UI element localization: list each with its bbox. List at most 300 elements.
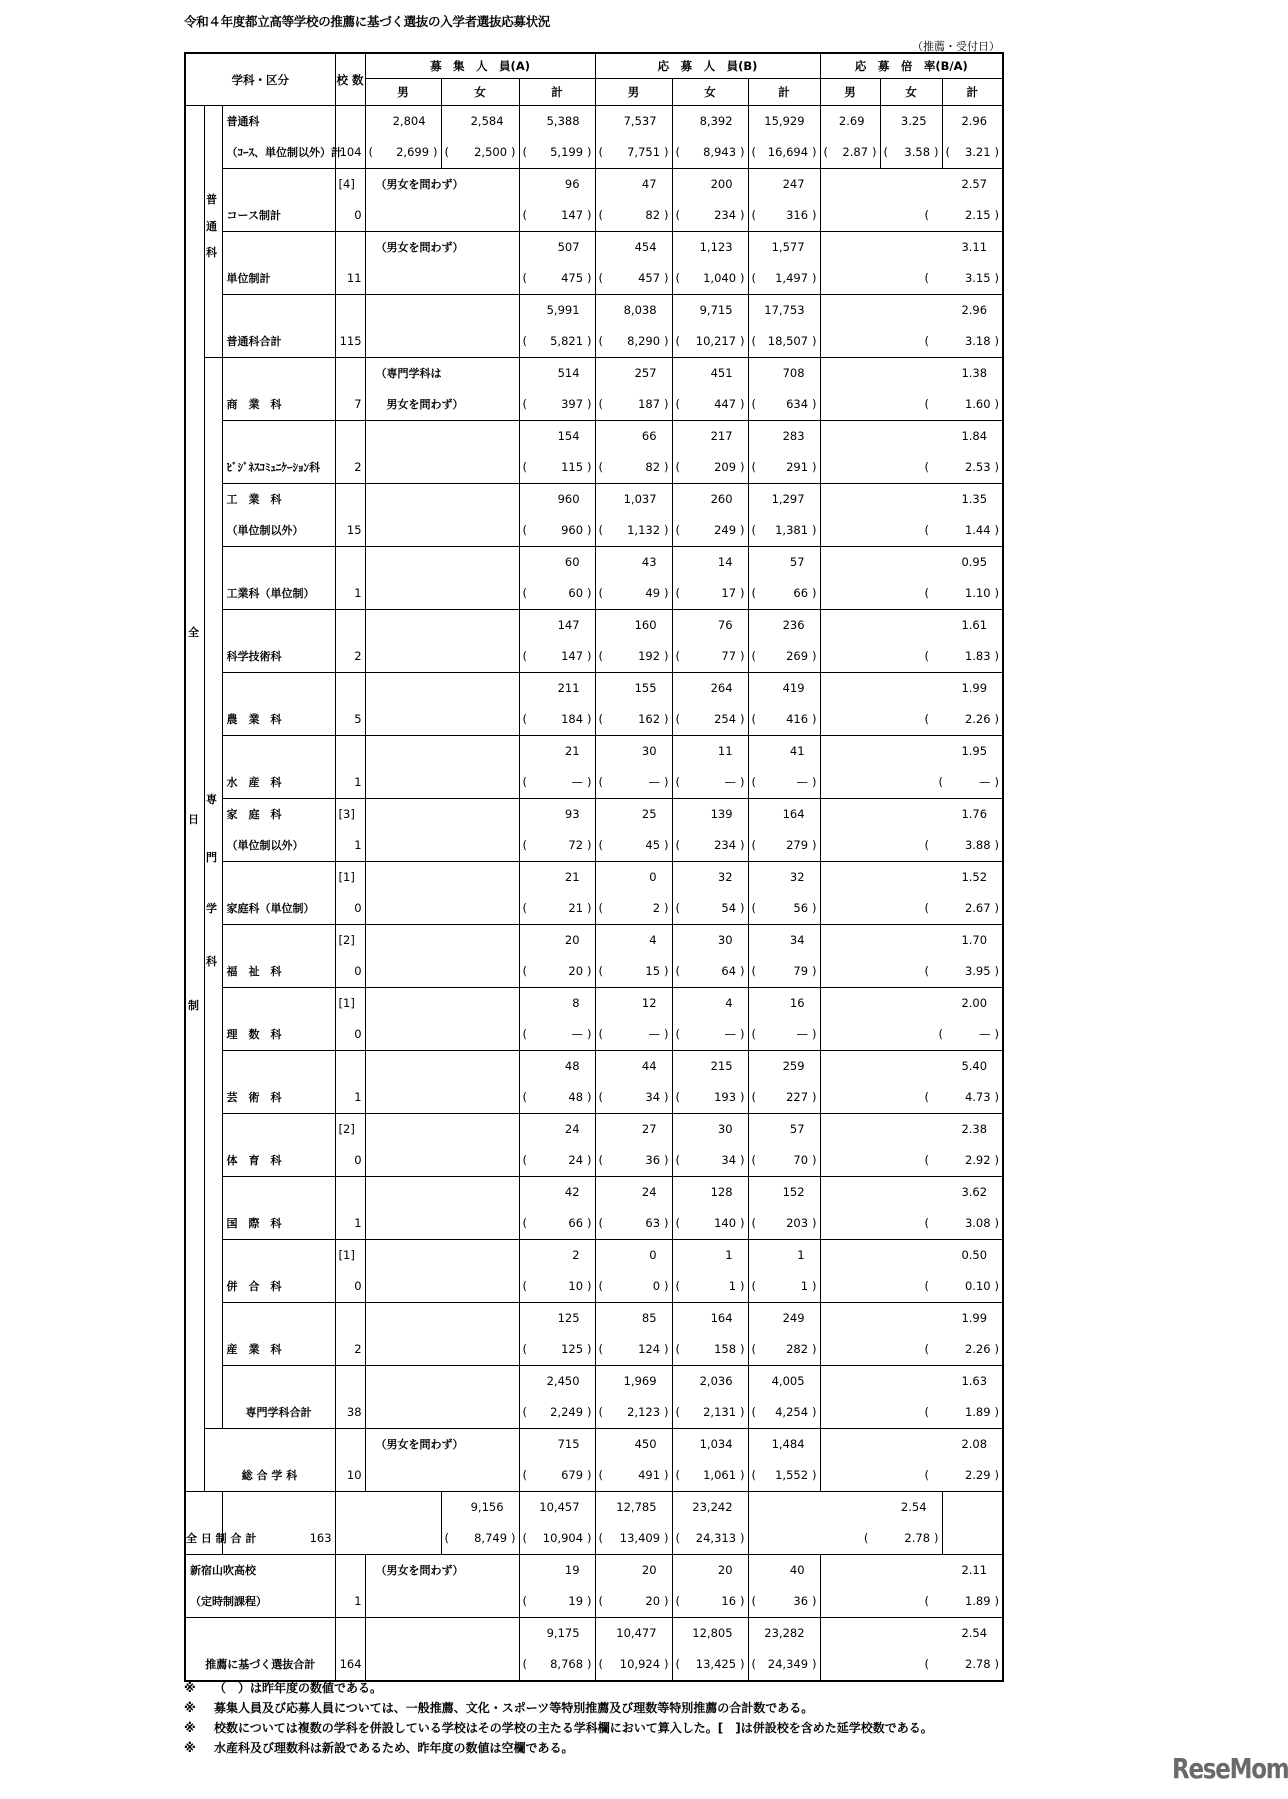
- school-count-cell: [335, 547, 365, 610]
- apply-m-cell: [595, 232, 672, 295]
- open-paren: (: [924, 397, 929, 411]
- ratio-t-cell: [942, 106, 1003, 169]
- apply-f-current: 12,805: [692, 1626, 733, 1640]
- apply-m-previous-value: 82: [645, 208, 661, 222]
- apply-m-cell: [595, 673, 672, 736]
- close-paren: ): [740, 523, 745, 537]
- recruit-total-cell: [519, 547, 595, 610]
- apply-m-current: 44: [641, 1059, 657, 1073]
- recruit-note-cell: [365, 484, 519, 547]
- ratio-total-current: 2.08: [961, 1437, 988, 1451]
- table-row: [185, 106, 1003, 169]
- open-paren: (: [675, 1342, 681, 1356]
- open-paren: (: [863, 1531, 869, 1545]
- recruit-total-cell: [519, 295, 595, 358]
- recruit-t-previous-value: 5,199: [550, 145, 584, 159]
- document-subtitle: （推薦・受付日）: [912, 40, 1000, 53]
- recruit-total-current: 211: [557, 681, 580, 695]
- recruit-note-cell: [365, 1303, 519, 1366]
- apply-m-previous: [596, 578, 672, 609]
- recruit-total-cell: [519, 1177, 595, 1240]
- open-paren: (: [823, 145, 829, 159]
- ratio-total-current: 1.99: [961, 681, 988, 695]
- apply-m-current: 8,038: [623, 303, 657, 317]
- close-paren: ): [587, 775, 592, 789]
- recruit-total-cell: [519, 1555, 595, 1618]
- school-count-cell: [335, 1429, 365, 1492]
- recruit-total-cell: [519, 169, 595, 232]
- close-paren: ): [812, 649, 817, 663]
- open-paren: (: [751, 1342, 757, 1356]
- resemom-logo: ReseMom: [1172, 1752, 1288, 1785]
- apply-t-current: 1,484: [771, 1437, 805, 1451]
- open-paren: (: [522, 1657, 528, 1671]
- close-paren: ): [664, 271, 669, 285]
- ratio-total-current: 2.00: [961, 996, 988, 1010]
- apply-f-previous: [673, 830, 748, 861]
- apply-m-current: 155: [634, 681, 657, 695]
- apply-m-previous: [596, 767, 672, 798]
- recruit-note-cell: [365, 862, 519, 925]
- table-row: [185, 610, 1003, 673]
- open-paren: (: [751, 271, 757, 285]
- recruit-note-cell: [365, 1051, 519, 1114]
- close-paren: ): [740, 460, 745, 474]
- apply-m-current: 160: [634, 618, 657, 632]
- recruit-note-line1: [366, 547, 519, 578]
- close-paren: ): [587, 1594, 592, 1608]
- recruit-note-cell: [365, 1177, 519, 1240]
- apply-t-previous: [749, 1649, 820, 1680]
- apply-f-previous: [673, 1334, 748, 1365]
- recruit-note-line2: [366, 1586, 519, 1617]
- table-row: [185, 547, 1003, 610]
- ratio-f-previous-value: 3.58: [904, 145, 931, 159]
- apply-t-previous-value: 24,349: [767, 1657, 809, 1671]
- close-paren: ): [994, 334, 1000, 348]
- close-paren: ): [664, 1279, 669, 1293]
- ratio-total-current: 1.84: [961, 429, 988, 443]
- apply-t-cell: [672, 1492, 748, 1555]
- ratio-total-current: 1.38: [961, 366, 988, 380]
- school-count-extended: [2]: [338, 933, 355, 947]
- open-paren: (: [751, 1216, 757, 1230]
- recruit-note-cell: [335, 1492, 441, 1555]
- apply-m-previous: [520, 1523, 595, 1554]
- ratio-total-previous: [821, 1082, 1003, 1113]
- open-paren: (: [522, 649, 528, 663]
- table-row: [185, 1555, 1003, 1618]
- apply-t-previous: [749, 263, 820, 294]
- apply-m-cell: [595, 1240, 672, 1303]
- recruit-note-cell: [365, 1429, 519, 1492]
- open-paren: (: [522, 523, 528, 537]
- school-count: 0: [354, 1027, 362, 1041]
- close-paren: ): [812, 964, 817, 978]
- open-paren: (: [675, 1468, 681, 1482]
- apply-t-current: 17,753: [764, 303, 805, 317]
- recruit-note-cell: [365, 673, 519, 736]
- row-name-line1: [223, 421, 335, 452]
- school-count-extended: [1]: [338, 1248, 355, 1262]
- apply-t-previous: [749, 1208, 820, 1239]
- open-paren: (: [598, 1468, 604, 1482]
- close-paren: ): [812, 145, 817, 159]
- apply-f-previous: [673, 956, 748, 987]
- ratio-total-previous-value: 2.67: [964, 901, 991, 915]
- apply-m-previous: [596, 515, 672, 546]
- apply-m-cell: [595, 295, 672, 358]
- apply-m-cell: [595, 1618, 672, 1682]
- open-paren: (: [924, 1090, 929, 1104]
- apply-m-previous-value: —: [648, 775, 661, 789]
- apply-t-previous: [749, 326, 820, 357]
- recruit-total-current: 96: [564, 177, 580, 191]
- apply-t-previous: [749, 452, 820, 483]
- recruit-total-previous-value: 147: [561, 208, 584, 222]
- apply-t-previous: [749, 1334, 820, 1365]
- open-paren: (: [924, 1153, 929, 1167]
- open-paren: (: [522, 397, 528, 411]
- open-paren: (: [522, 145, 528, 159]
- apply-m-previous-value: —: [648, 1027, 661, 1041]
- ratio-total-cell: [820, 736, 1003, 799]
- recruit-note-line2: [366, 1145, 519, 1176]
- apply-t-cell: [748, 925, 820, 988]
- recruit-total-cell: [519, 1303, 595, 1366]
- apply-t-previous: [749, 1271, 820, 1302]
- ratio-total-cell: [820, 610, 1003, 673]
- table-row: [185, 736, 1003, 799]
- row-name-line1: [223, 673, 335, 704]
- school-count-cell: [335, 1177, 365, 1240]
- apply-t-current: 40: [789, 1563, 805, 1577]
- close-paren: ): [664, 1342, 669, 1356]
- label-senmon-char: 学: [206, 902, 217, 915]
- apply-f-previous-value: 13,409: [619, 1531, 661, 1545]
- ratio-total-cell: [820, 1618, 1003, 1682]
- recruit-note-line2: [366, 830, 519, 861]
- ratio-total-cell: [820, 358, 1003, 421]
- recruit-t-cell: [519, 106, 595, 169]
- ratio-total-previous-value: 3.15: [964, 271, 991, 285]
- school-count: 1: [354, 1216, 362, 1230]
- open-paren: (: [751, 523, 757, 537]
- apply-t-current: 247: [782, 177, 805, 191]
- apply-f-cell: [672, 547, 748, 610]
- apply-t-previous-value: —: [796, 775, 809, 789]
- open-paren: (: [522, 901, 528, 915]
- close-paren: ): [587, 1342, 592, 1356]
- close-paren: ): [587, 586, 592, 600]
- header-male: 男: [365, 79, 441, 106]
- close-paren: ): [740, 838, 745, 852]
- open-paren: (: [522, 1027, 528, 1041]
- open-paren: (: [675, 1531, 681, 1545]
- apply-f-cell: [672, 484, 748, 547]
- close-paren: ): [587, 1279, 592, 1293]
- school-count: 104: [339, 145, 362, 159]
- table-row: [185, 988, 1003, 1051]
- apply-f-cell: [595, 1492, 672, 1555]
- apply-m-previous-value: 36: [645, 1153, 661, 1167]
- ratio-total-previous-value: 1.89: [964, 1594, 991, 1608]
- row-name-cell: [222, 988, 335, 1051]
- label-senmon-char: 科: [206, 955, 217, 968]
- ratio-total-current: 1.61: [961, 618, 988, 632]
- ratio-total-previous-value: 3.08: [964, 1216, 991, 1230]
- open-paren: (: [924, 649, 929, 663]
- close-paren: ): [994, 964, 1000, 978]
- close-paren: ): [587, 208, 592, 222]
- label-futsu-char: 通: [206, 220, 217, 233]
- apply-m-previous: [596, 704, 672, 735]
- apply-t-cell: [748, 106, 820, 169]
- open-paren: (: [598, 397, 604, 411]
- school-count-cell: [335, 1303, 365, 1366]
- apply-f-previous: [673, 1271, 748, 1302]
- open-paren: (: [598, 964, 604, 978]
- row-name-line1: [223, 988, 335, 1019]
- apply-f-current: 30: [717, 933, 733, 947]
- recruit-total-previous: [520, 1460, 595, 1491]
- recruit-note-line2: [366, 200, 519, 231]
- open-paren: (: [598, 1405, 604, 1419]
- apply-m-previous-value: 20: [645, 1594, 661, 1608]
- apply-m-cell: [595, 169, 672, 232]
- apply-f-previous-value: 1,061: [703, 1468, 737, 1482]
- apply-m-previous: [596, 389, 672, 420]
- apply-f-previous: [673, 893, 748, 924]
- apply-m-previous-value: 0: [652, 1279, 661, 1293]
- recruit-total-cell: [519, 925, 595, 988]
- footnote-text: 水産科及び理数科は新設であるため、昨年度の数値は空欄である。: [214, 1741, 574, 1755]
- apply-t-previous-value: 279: [786, 838, 809, 852]
- open-paren: (: [751, 1027, 757, 1041]
- recruit-note-line2: [366, 893, 519, 924]
- open-paren: (: [675, 1216, 681, 1230]
- recruit-note-cell: [365, 295, 519, 358]
- apply-m-previous-value: 187: [638, 397, 661, 411]
- close-paren: ): [433, 145, 438, 159]
- recruit-note-line1: [366, 1051, 519, 1082]
- table-row: [185, 862, 1003, 925]
- school-count-cell: [335, 1366, 365, 1429]
- apply-f-previous-value: 13,425: [695, 1657, 737, 1671]
- close-paren: ): [812, 1027, 817, 1041]
- apply-f-cell: [672, 358, 748, 421]
- apply-f-previous: [673, 263, 748, 294]
- apply-t-cell: [748, 799, 820, 862]
- header-apply: 応 募 人 員(B): [595, 53, 820, 79]
- apply-t-cell: [748, 232, 820, 295]
- apply-f-previous-value: 254: [714, 712, 737, 726]
- recruit-note-line1: [366, 1114, 519, 1145]
- apply-t-current: 4,005: [771, 1374, 805, 1388]
- row-name-cell: [185, 1555, 335, 1618]
- recruit-total-previous: [442, 1523, 519, 1554]
- apply-f-previous-value: 234: [714, 208, 737, 222]
- open-paren: (: [675, 334, 681, 348]
- row-name-cell: [222, 673, 335, 736]
- row-name-line1: 新宿山吹高校: [190, 1564, 256, 1577]
- open-paren: (: [924, 1279, 929, 1293]
- open-paren: (: [675, 145, 681, 159]
- apply-m-previous: [596, 200, 672, 231]
- open-paren: (: [598, 712, 604, 726]
- apply-t-current: 15,929: [764, 114, 805, 128]
- close-paren: ): [812, 1342, 817, 1356]
- school-count-cell: [335, 988, 365, 1051]
- apply-f-current: 264: [710, 681, 733, 695]
- recruit-note-line1: [366, 610, 519, 641]
- open-paren: (: [751, 775, 757, 789]
- apply-t-previous: [749, 200, 820, 231]
- apply-t-cell: [748, 988, 820, 1051]
- close-paren: ): [994, 145, 1000, 159]
- apply-f-previous-value: 1: [728, 1279, 737, 1293]
- ratio-m-current: 2.69: [838, 114, 865, 128]
- apply-t-previous: [749, 704, 820, 735]
- school-count-cell: [335, 673, 365, 736]
- apply-m-previous-value: 15: [645, 964, 661, 978]
- ratio-t-current: 2.96: [961, 114, 988, 128]
- ratio-total-previous-value: 3.88: [964, 838, 991, 852]
- school-count-extended: [336, 295, 365, 326]
- row-name-cell: [222, 232, 335, 295]
- apply-t-previous-value: 1,497: [775, 271, 809, 285]
- ratio-total-previous: [821, 1649, 1003, 1680]
- school-count-cell: [335, 106, 365, 169]
- row-name-cell: [222, 1303, 335, 1366]
- school-count-extended: [336, 610, 365, 641]
- ratio-total-current: 2.54: [900, 1500, 927, 1514]
- school-count-cell: [335, 1114, 365, 1177]
- open-paren: (: [598, 1594, 604, 1608]
- recruit-note-cell: [365, 1618, 519, 1682]
- apply-m-previous: [596, 137, 672, 168]
- recruit-total-previous-value: 5,821: [550, 334, 584, 348]
- school-count-extended: [336, 547, 365, 578]
- recruit-total-current: 154: [557, 429, 580, 443]
- open-paren: (: [598, 775, 604, 789]
- apply-f-previous: [673, 515, 748, 546]
- apply-t-cell: [748, 295, 820, 358]
- apply-t-previous-value: 203: [786, 1216, 809, 1230]
- apply-f-current: 11: [717, 744, 733, 758]
- open-paren: (: [522, 1468, 528, 1482]
- apply-m-previous-value: 82: [645, 460, 661, 474]
- apply-t-previous-value: 269: [786, 649, 809, 663]
- recruit-total-current: 19: [564, 1563, 580, 1577]
- recruit-note-line1: [366, 925, 519, 956]
- school-count-cell: [335, 484, 365, 547]
- apply-f-cell: [672, 862, 748, 925]
- close-paren: ): [994, 1468, 1000, 1482]
- open-paren: (: [924, 1594, 929, 1608]
- apply-t-cell: [748, 358, 820, 421]
- close-paren: ): [740, 1594, 745, 1608]
- apply-f-previous-value: 140: [714, 1216, 737, 1230]
- open-paren: (: [675, 1405, 681, 1419]
- open-paren: (: [675, 964, 681, 978]
- apply-f-previous-value: 2,131: [703, 1405, 737, 1419]
- apply-m-cell: [595, 925, 672, 988]
- footnote-mark: ※: [184, 1701, 196, 1715]
- apply-m-previous-value: 10,924: [619, 1657, 661, 1671]
- apply-t-current: 259: [782, 1059, 805, 1073]
- apply-t-cell: [748, 169, 820, 232]
- ratio-total-cell: [820, 169, 1003, 232]
- school-count: 1: [354, 1090, 362, 1104]
- open-paren: (: [751, 1468, 757, 1482]
- recruit-note-cell: [365, 232, 519, 295]
- close-paren: ): [664, 1090, 669, 1104]
- ratio-t-previous-value: 3.21: [964, 145, 991, 159]
- school-count-extended: [336, 1366, 365, 1397]
- school-count-cell: [335, 799, 365, 862]
- recruit-note-line1: [366, 421, 519, 452]
- apply-t-current: 32: [789, 870, 805, 884]
- open-paren: (: [924, 901, 929, 915]
- recruit-total-previous: [520, 641, 595, 672]
- apply-t-previous: [749, 515, 820, 546]
- recruit-total-cell: [441, 1492, 519, 1555]
- apply-m-previous-value: 10,904: [542, 1531, 584, 1545]
- recruit-total-previous-value: 397: [561, 397, 584, 411]
- open-paren: (: [675, 1153, 681, 1167]
- open-paren: (: [522, 964, 528, 978]
- recruit-total-current: 125: [557, 1311, 580, 1325]
- apply-t-current: 152: [782, 1185, 805, 1199]
- apply-m-previous-value: 7,751: [627, 145, 661, 159]
- apply-m-previous-value: 192: [638, 649, 661, 663]
- recruit-note-line2: [366, 1334, 519, 1365]
- apply-t-current: 23,242: [692, 1500, 733, 1514]
- close-paren: ): [994, 271, 1000, 285]
- row-name-line2: 福 祉 科: [226, 965, 282, 978]
- school-count-extended: [336, 1051, 365, 1082]
- table-row: [185, 1303, 1003, 1366]
- row-name-line1: [223, 1366, 335, 1397]
- recruit-note-cell: [365, 1114, 519, 1177]
- recruit-total-previous-value: 8,768: [550, 1657, 584, 1671]
- footnote: [184, 1718, 933, 1738]
- school-count-extended: [336, 1618, 365, 1649]
- close-paren: ): [994, 460, 1000, 474]
- ratio-total-previous-value: 2.15: [964, 208, 991, 222]
- apply-t-previous: [749, 389, 820, 420]
- ratio-total-previous: [821, 767, 1003, 798]
- apply-t-previous: [749, 956, 820, 987]
- ratio-total-cell: [820, 1051, 1003, 1114]
- ratio-total-cell: [820, 1429, 1003, 1492]
- ratio-total-previous: [821, 1586, 1003, 1617]
- recruit-note-cell: [365, 169, 519, 232]
- apply-m-cell: [595, 1366, 672, 1429]
- close-paren: ): [934, 145, 939, 159]
- open-paren: (: [751, 649, 757, 663]
- close-paren: ): [740, 1090, 745, 1104]
- ratio-total-current: 1.76: [961, 807, 988, 821]
- close-paren: ): [587, 712, 592, 726]
- row-name-cell: [222, 106, 342, 169]
- close-paren: ): [812, 523, 817, 537]
- close-paren: ): [664, 1027, 669, 1041]
- close-paren: ): [994, 1090, 1000, 1104]
- ratio-total-previous-value: 3.18: [964, 334, 991, 348]
- recruit-total-current: 507: [557, 240, 580, 254]
